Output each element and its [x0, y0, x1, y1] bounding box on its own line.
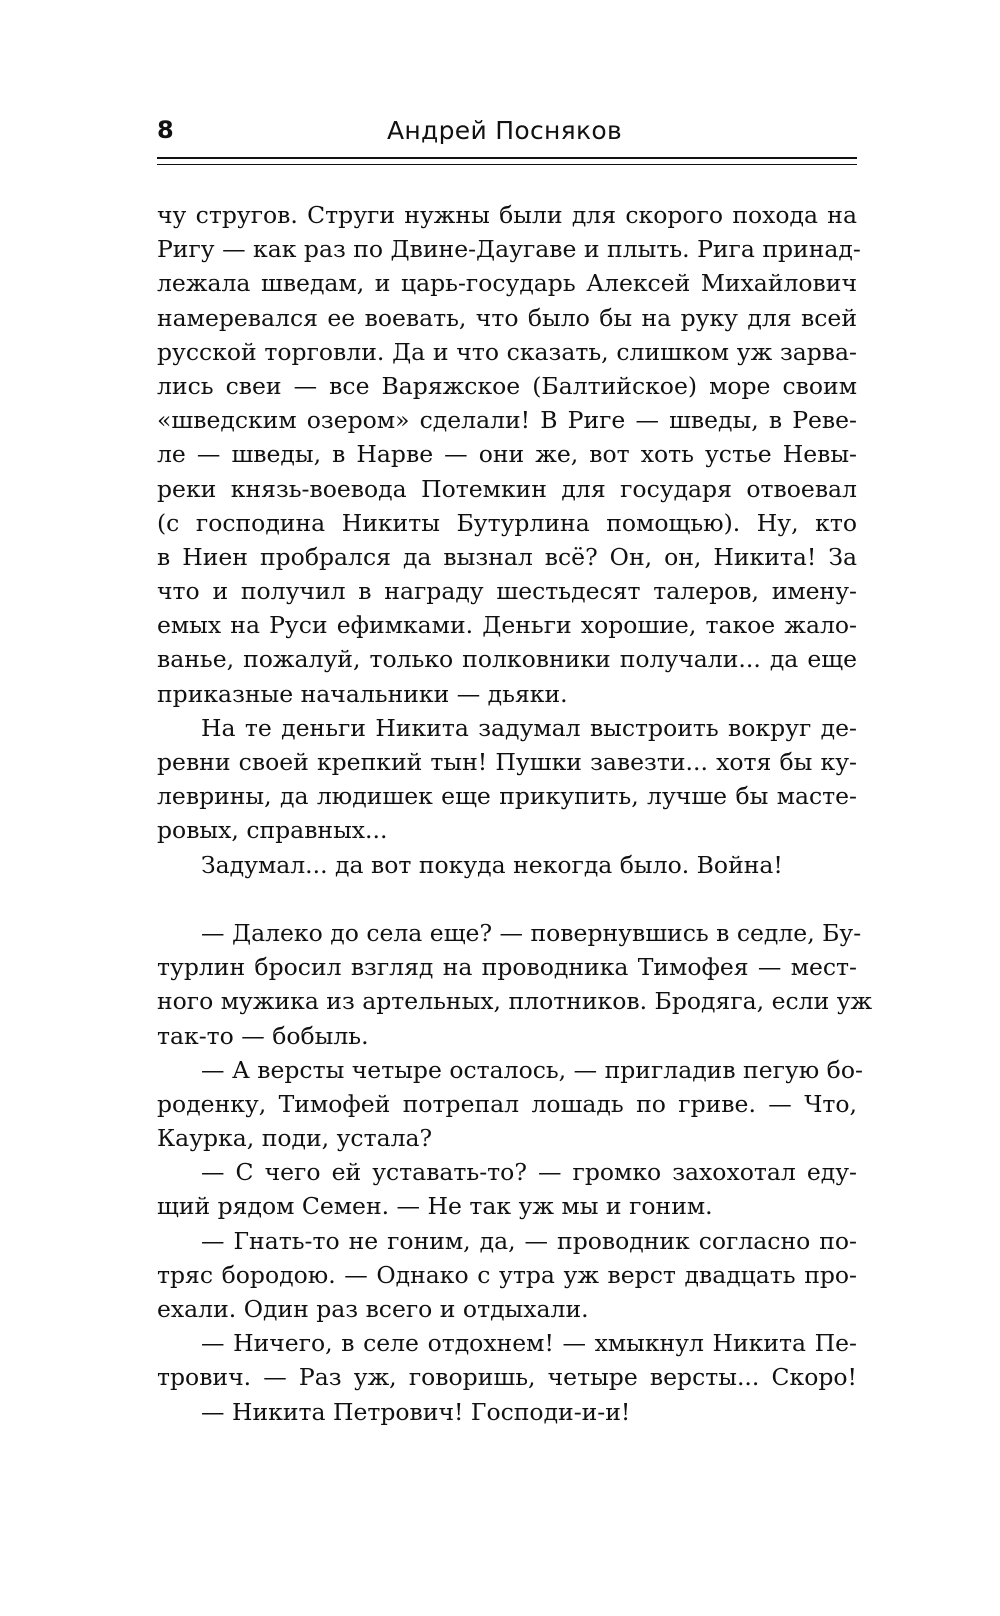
- author-name: Андрей Посняков: [387, 116, 623, 145]
- text-line: турлин бросил взгляд на проводника Тимофея — мест-: [157, 953, 857, 982]
- text-line: — Ничего, в селе отдохнем! — хмыкнул Никита Пе-: [201, 1329, 857, 1358]
- text-line: что и получил в награду шестьдесят талеров, имену-: [157, 577, 857, 606]
- section-break: [157, 882, 857, 916]
- text-line: Ригу — как раз по Двине-Даугаве и плыть. Рига принад-: [157, 235, 861, 264]
- text-line: — Гнать-то не гоним, да, — проводник согласно по-: [201, 1226, 857, 1255]
- text-line: лежала шведам, и царь-государь Алексей Михайлович: [157, 269, 857, 298]
- body-text: [157, 198, 873, 1429]
- text-line: намеревался ее воевать, что было бы на руку для всей: [157, 303, 857, 332]
- text-section-dialogue: [157, 916, 873, 1429]
- header-rule-thick: [157, 157, 857, 159]
- text-line: трович. — Раз уж, говоришь, четыре версты... Скоро!: [157, 1363, 857, 1392]
- header-rule-thin: [157, 164, 857, 165]
- text-line: щий рядом Семен. — Не так уж мы и гоним.: [157, 1192, 713, 1221]
- text-line: лись свеи — все Варяжское (Балтийское) море своим: [157, 371, 857, 400]
- text-line: — Никита Петрович! Господи-и-и!: [201, 1397, 631, 1426]
- text-line: Каурка, поди, устала?: [157, 1124, 433, 1153]
- text-line: — А версты четыре осталось, — пригладив пегую бо-: [201, 1055, 863, 1084]
- text-line: — Далеко до села еще? — повернувшись в седле, Бу-: [201, 918, 862, 947]
- text-line: чу стругов. Струги нужны были для скорого похода на: [157, 201, 857, 229]
- running-head: [157, 112, 857, 152]
- text-line: Задумал... да вот покуда некогда было. Война!: [201, 850, 783, 879]
- text-line: реки князь-воевода Потемкин для государя отвоевал: [157, 474, 857, 503]
- text-line: емых на Руси ефимками. Деньги хорошие, такое жало-: [157, 611, 857, 640]
- text-line: ванье, пожалуй, только полковники получали... да еще: [157, 645, 857, 674]
- text-line: приказные начальники — дьяки.: [157, 679, 568, 708]
- text-line: роденку, Тимофей потрепал лошадь по гриве. — Что,: [157, 1089, 857, 1118]
- text-line: — С чего ей уставать-то? — громко захохотал еду-: [201, 1158, 857, 1187]
- text-line: «шведским озером» сделали! В Риге — шведы, в Реве-: [157, 406, 857, 435]
- text-line: ле — шведы, в Нарве — они же, вот хоть устье Невы-: [157, 440, 857, 469]
- text-line: так-то — бобыль.: [157, 1021, 369, 1050]
- text-line: ревни своей крепкий тын! Пушки завезти... хотя бы ку-: [157, 748, 857, 776]
- text-line: (с господина Никиты Бутурлина помощью). Ну, кто: [157, 508, 857, 537]
- text-line: тряс бородою. — Однако с утра уж верст двадцать про-: [157, 1260, 857, 1289]
- text-line: леврины, да людишек еще прикупить, лучше бы масте-: [157, 782, 857, 811]
- text-line: ровых, справных...: [157, 816, 388, 845]
- text-line: в Ниен пробрался да вызнал всё? Он, он, Никита! За: [157, 542, 857, 571]
- text-line: русской торговли. Да и что сказать, слишком уж зарва-: [157, 337, 857, 366]
- text-line: На те деньги Никита задумал выстроить вокруг де-: [201, 713, 857, 742]
- text-line: ного мужика из артельных, плотников. Бродяга, если уж: [157, 987, 873, 1016]
- text-section-narrative: [157, 198, 861, 882]
- page-number: 8: [157, 116, 174, 144]
- text-line: ехали. Один раз всего и отдыхали.: [157, 1295, 589, 1323]
